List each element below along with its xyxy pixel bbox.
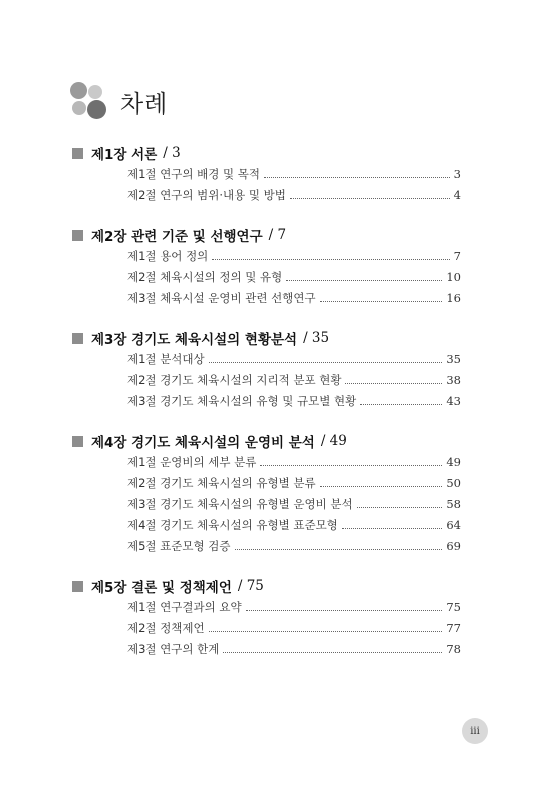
section-entry[interactable] [127,538,461,554]
section-label: 제3절 체육시설 운영비 관련 선행연구 [127,291,316,305]
section-page: 16 [446,291,461,305]
section-entry[interactable] [127,393,461,409]
section-page: 43 [446,394,461,408]
chapter-label: 제4장 경기도 체육시설의 운영비 분석 [91,435,315,451]
section-page: 77 [446,621,461,635]
dot-leader [246,610,443,611]
section-label: 제5절 표준모형 검증 [127,539,231,553]
section-page: 4 [453,188,461,202]
section-label: 제4절 경기도 체육시설의 유형별 표준모형 [127,518,338,532]
section-label: 제3절 경기도 체육시설의 유형 및 규모별 현황 [127,394,357,408]
dot-leader [260,465,442,466]
chapter-page: / 35 [303,330,330,346]
section-entry[interactable] [127,599,461,615]
chapter-label: 제3장 경기도 체육시설의 현황분석 [91,332,298,348]
section-label: 제1절 운영비의 세부 분류 [127,455,257,469]
section-label: 제1절 연구의 배경 및 목적 [127,167,261,181]
section-entry[interactable] [127,454,461,470]
square-bullet-icon [72,436,83,447]
chapter-page: / 75 [237,578,264,594]
page-number-badge: iii [462,718,488,744]
section-entry[interactable] [127,475,461,491]
section-page: 49 [446,455,461,469]
dot-leader [286,280,442,281]
dot-leader [320,486,443,487]
section-entry[interactable] [127,351,461,367]
section-page: 35 [446,352,461,366]
page-title: 차례 [120,89,169,118]
section-entry[interactable] [127,517,461,533]
dot-leader [209,362,443,363]
section-page: 75 [446,600,461,614]
circles-logo-icon [70,82,108,120]
square-bullet-icon [72,581,83,592]
section-entry[interactable] [127,248,461,264]
section-page: 58 [446,497,461,511]
dot-leader [290,198,450,199]
section-page: 64 [446,518,461,532]
chapter-heading[interactable] [72,225,286,245]
section-label: 제1절 분석대상 [127,352,205,366]
section-page: 38 [446,373,461,387]
chapter-heading[interactable] [72,576,264,596]
square-bullet-icon [72,148,83,159]
section-label: 제3절 연구의 한계 [127,642,220,656]
dot-leader [223,652,442,653]
square-bullet-icon [72,230,83,241]
chapter-heading[interactable] [72,143,181,163]
chapter-heading[interactable] [72,431,347,451]
chapter-heading[interactable] [72,328,329,348]
dot-leader [357,507,443,508]
chapter-label: 제5장 결론 및 정책제언 [91,580,232,596]
section-page: 10 [446,270,461,284]
toc-header [70,82,168,120]
section-label: 제2절 체육시설의 정의 및 유형 [127,270,283,284]
dot-leader [360,404,442,405]
section-entry[interactable] [127,496,461,512]
chapter-label: 제2장 관련 기준 및 선행연구 [91,229,263,245]
section-entry[interactable] [127,372,461,388]
dot-leader [212,259,449,260]
section-label: 제1절 연구결과의 요약 [127,600,242,614]
section-entry[interactable] [127,166,461,182]
section-entry[interactable] [127,290,461,306]
section-page: 7 [453,249,461,263]
section-entry[interactable] [127,269,461,285]
dot-leader [209,631,443,632]
section-entry[interactable] [127,641,461,657]
dot-leader [264,177,450,178]
chapter-page: / 3 [163,145,181,161]
section-label: 제3절 경기도 체육시설의 유형별 운영비 분석 [127,497,353,511]
dot-leader [235,549,443,550]
section-label: 제2절 정책제언 [127,621,205,635]
section-entry[interactable] [127,620,461,636]
section-page: 50 [446,476,461,490]
section-page: 3 [453,167,461,181]
square-bullet-icon [72,333,83,344]
section-label: 제2절 경기도 체육시설의 유형별 분류 [127,476,316,490]
section-label: 제2절 연구의 범위·내용 및 방법 [127,188,286,202]
section-label: 제2절 경기도 체육시설의 지리적 분포 현황 [127,373,342,387]
dot-leader [345,383,442,384]
section-page: 78 [446,642,461,656]
section-page: 69 [446,539,461,553]
chapter-page: / 7 [268,227,287,243]
chapter-label: 제1장 서론 [91,147,158,163]
dot-leader [320,301,443,302]
dot-leader [342,528,443,529]
section-entry[interactable] [127,187,461,203]
chapter-page: / 49 [320,433,347,449]
section-label: 제1절 용어 정의 [127,249,209,263]
